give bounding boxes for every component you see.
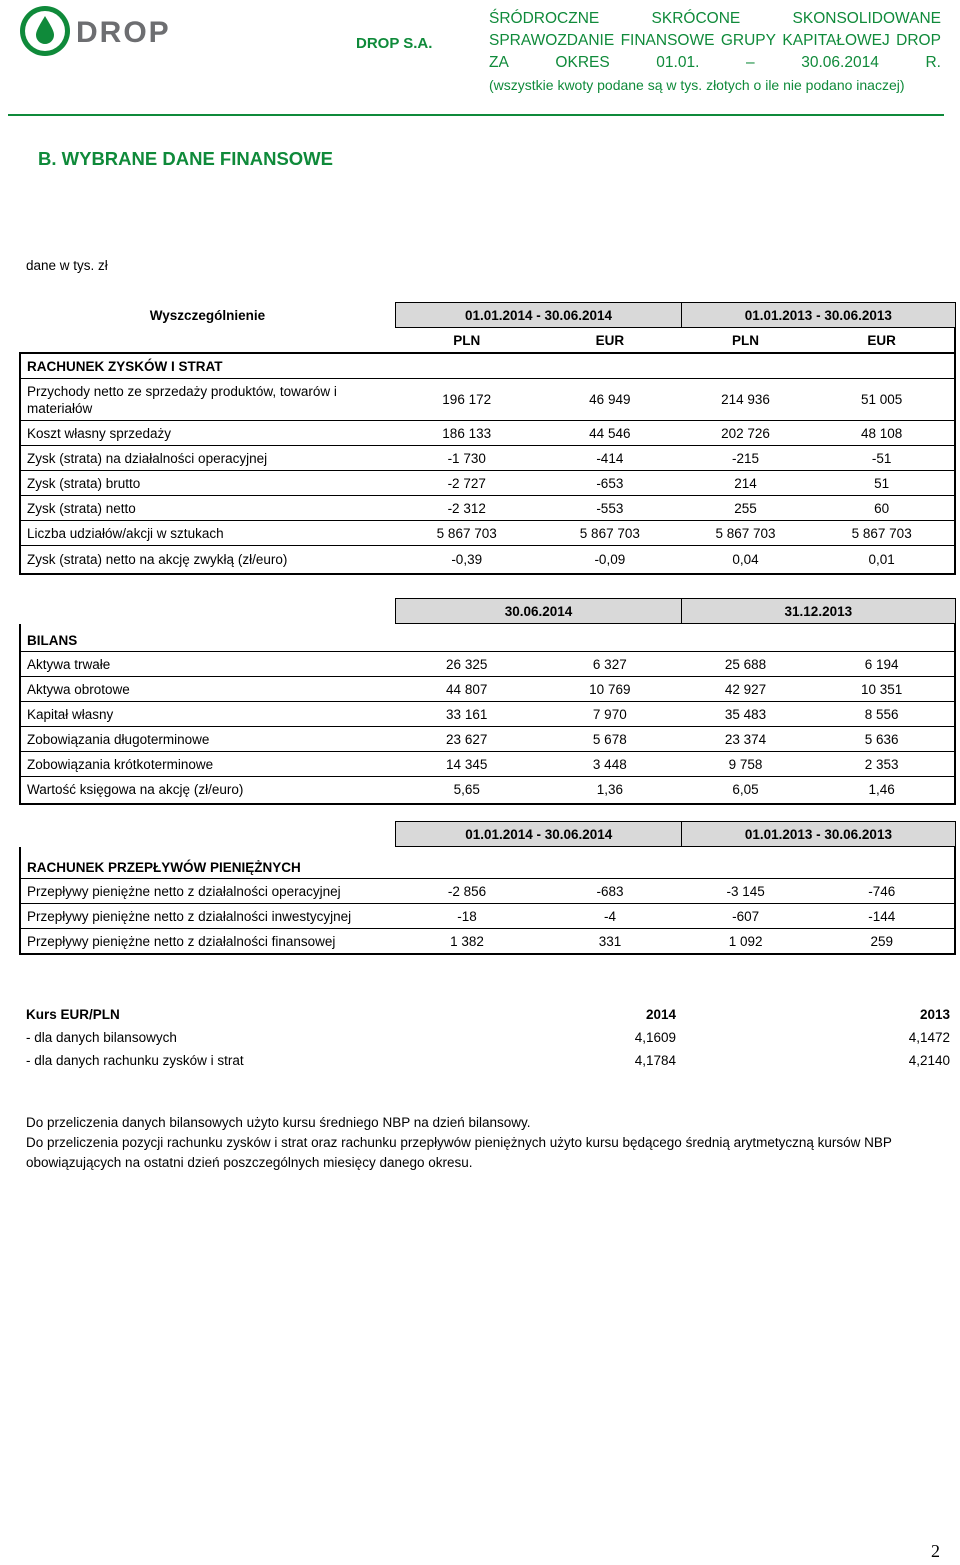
- value-cell: 33 161: [395, 702, 538, 727]
- row-label: Przepływy pieniężne netto z działalności finansowej: [20, 929, 396, 955]
- row-label: Zysk (strata) netto: [20, 496, 395, 521]
- currency-header: EUR: [809, 328, 955, 354]
- section-title: B. WYBRANE DANE FINANSOWE: [38, 148, 333, 169]
- value-cell: -0,09: [538, 546, 682, 574]
- row-label: Zysk (strata) netto na akcję zwykłą (zł/euro): [20, 546, 395, 574]
- exchange-rate-row: - dla danych bilansowych 4,1609 4,1472: [26, 1030, 950, 1045]
- exchange-rates: [26, 1003, 950, 1072]
- exchange-rates-header: Kurs EUR/PLN 2014 2013: [26, 1007, 950, 1022]
- row-label: Koszt własny sprzedaży: [20, 421, 395, 446]
- income-table: [19, 302, 956, 575]
- value-cell: -414: [538, 446, 682, 471]
- row-label: Przychody netto ze sprzedaży produktów, towarów i materiałów: [20, 379, 395, 421]
- value-cell: 5 867 703: [538, 521, 682, 546]
- value-cell: -683: [538, 879, 682, 904]
- value-cell: 6 327: [538, 652, 682, 677]
- value-cell: 1 382: [396, 929, 539, 955]
- value-cell: -215: [682, 446, 810, 471]
- value-cell: 6 194: [809, 652, 955, 677]
- value-cell: 214: [682, 471, 810, 496]
- header-line-3: ZA OKRES 01.01. – 30.06.2014 R.: [489, 54, 941, 71]
- value-cell: 5 867 703: [682, 521, 810, 546]
- value-cell: 0,04: [682, 546, 810, 574]
- value-cell: 25 688: [682, 652, 810, 677]
- value-cell: 196 172: [395, 379, 538, 421]
- value-cell: 26 325: [395, 652, 538, 677]
- period-1-header: 01.01.2014 - 30.06.2014: [396, 822, 682, 847]
- date-1-header: 30.06.2014: [395, 599, 681, 624]
- row-label: Zobowiązania długoterminowe: [20, 727, 395, 752]
- value-cell: -553: [538, 496, 682, 521]
- value-cell: 10 351: [809, 677, 955, 702]
- balance-table: [19, 598, 956, 805]
- drop-logo: [18, 4, 188, 58]
- value-cell: -1 730: [395, 446, 538, 471]
- value-cell: -746: [809, 879, 955, 904]
- value-cell: 14 345: [395, 752, 538, 777]
- value-cell: 0,01: [809, 546, 955, 574]
- value-cell: 331: [538, 929, 682, 955]
- value-cell: -18: [396, 904, 539, 929]
- value-cell: 6,05: [682, 777, 810, 804]
- row-label: Aktywa obrotowe: [20, 677, 395, 702]
- header-divider: [8, 114, 944, 116]
- value-cell: -4: [538, 904, 682, 929]
- value-cell: 46 949: [538, 379, 682, 421]
- date-2-header: 31.12.2013: [682, 599, 955, 624]
- value-cell: -653: [538, 471, 682, 496]
- value-cell: 51 005: [809, 379, 955, 421]
- value-cell: 35 483: [682, 702, 810, 727]
- value-cell: 10 769: [538, 677, 682, 702]
- value-cell: 23 374: [682, 727, 810, 752]
- value-cell: -3 145: [682, 879, 810, 904]
- logo-text: DROP: [76, 16, 171, 49]
- value-cell: -2 727: [395, 471, 538, 496]
- value-cell: -0,39: [395, 546, 538, 574]
- value-cell: -2 856: [396, 879, 539, 904]
- value-cell: 8 556: [809, 702, 955, 727]
- value-cell: 60: [809, 496, 955, 521]
- value-cell: -2 312: [395, 496, 538, 521]
- value-cell: 44 807: [395, 677, 538, 702]
- value-cell: 186 133: [395, 421, 538, 446]
- period-2-header: 01.01.2013 - 30.06.2013: [682, 303, 955, 328]
- cashflow-table: [19, 821, 956, 955]
- col-label: Wyszczególnienie: [149, 307, 266, 323]
- value-cell: 2 353: [809, 752, 955, 777]
- value-cell: 44 546: [538, 421, 682, 446]
- header-line-2: SPRAWOZDANIE FINANSOWE GRUPY KAPITAŁOWEJ DROP: [489, 32, 941, 49]
- company-name: DROP S.A.: [356, 35, 433, 52]
- value-cell: 7 970: [538, 702, 682, 727]
- value-cell: 9 758: [682, 752, 810, 777]
- value-cell: 48 108: [809, 421, 955, 446]
- row-label: Zobowiązania krótkoterminowe: [20, 752, 395, 777]
- value-cell: 42 927: [682, 677, 810, 702]
- value-cell: -607: [682, 904, 810, 929]
- period-2-header: 01.01.2013 - 30.06.2013: [682, 822, 955, 847]
- value-cell: 214 936: [682, 379, 810, 421]
- report-header: [489, 8, 941, 96]
- income-section-label: RACHUNEK ZYSKÓW I STRAT: [20, 353, 955, 379]
- row-label: Przepływy pieniężne netto z działalności inwestycyjnej: [20, 904, 396, 929]
- balance-section-label: BILANS: [20, 624, 955, 652]
- period-1-header: 01.01.2014 - 30.06.2014: [395, 303, 681, 328]
- note-paragraph: Do przeliczenia danych bilansowych użyto kursu średniego NBP na dzień bilansowy.: [26, 1115, 531, 1130]
- value-cell: 5 678: [538, 727, 682, 752]
- value-cell: 23 627: [395, 727, 538, 752]
- value-cell: 3 448: [538, 752, 682, 777]
- row-label: Aktywa trwałe: [20, 652, 395, 677]
- value-cell: 202 726: [682, 421, 810, 446]
- value-cell: 5 867 703: [809, 521, 955, 546]
- row-label: Liczba udziałów/akcji w sztukach: [20, 521, 395, 546]
- conversion-notes: [26, 1113, 950, 1173]
- currency-header: PLN: [395, 328, 538, 354]
- currency-header: PLN: [682, 328, 810, 354]
- header-line-1: ŚRÓDROCZNE SKRÓCONE SKONSOLIDOWANE: [489, 10, 941, 27]
- value-cell: 1,46: [809, 777, 955, 804]
- row-label: Wartość księgowa na akcję (zł/euro): [20, 777, 395, 804]
- row-label: Kapitał własny: [20, 702, 395, 727]
- value-cell: 5 636: [809, 727, 955, 752]
- note-paragraph: Do przeliczenia pozycji rachunku zysków i strat oraz rachunku przepływów pieniężnych użyto kursu będącego średnią arytmetyczną kursów NBP obowiązujących na ostatni dzień poszczególnych miesięcy danego okresu.: [26, 1135, 892, 1170]
- value-cell: -51: [809, 446, 955, 471]
- value-cell: 1 092: [682, 929, 810, 955]
- currency-header: EUR: [538, 328, 682, 354]
- value-cell: 51: [809, 471, 955, 496]
- value-cell: 255: [682, 496, 810, 521]
- unit-note: dane w tys. zł: [26, 258, 108, 273]
- row-label: Przepływy pieniężne netto z działalności operacyjnej: [20, 879, 396, 904]
- value-cell: 259: [809, 929, 955, 955]
- value-cell: 1,36: [538, 777, 682, 804]
- row-label: Zysk (strata) na działalności operacyjnej: [20, 446, 395, 471]
- value-cell: 5,65: [395, 777, 538, 804]
- cashflow-section-label: RACHUNEK PRZEPŁYWÓW PIENIĘŻNYCH: [20, 847, 955, 879]
- header-subtitle: (wszystkie kwoty podane są w tys. złotych o ile nie podano inaczej): [489, 77, 905, 93]
- exchange-rate-row: - dla danych rachunku zysków i strat 4,1784 4,2140: [26, 1053, 950, 1068]
- page-number: 2: [931, 1541, 940, 1561]
- value-cell: 5 867 703: [395, 521, 538, 546]
- row-label: Zysk (strata) brutto: [20, 471, 395, 496]
- value-cell: -144: [809, 904, 955, 929]
